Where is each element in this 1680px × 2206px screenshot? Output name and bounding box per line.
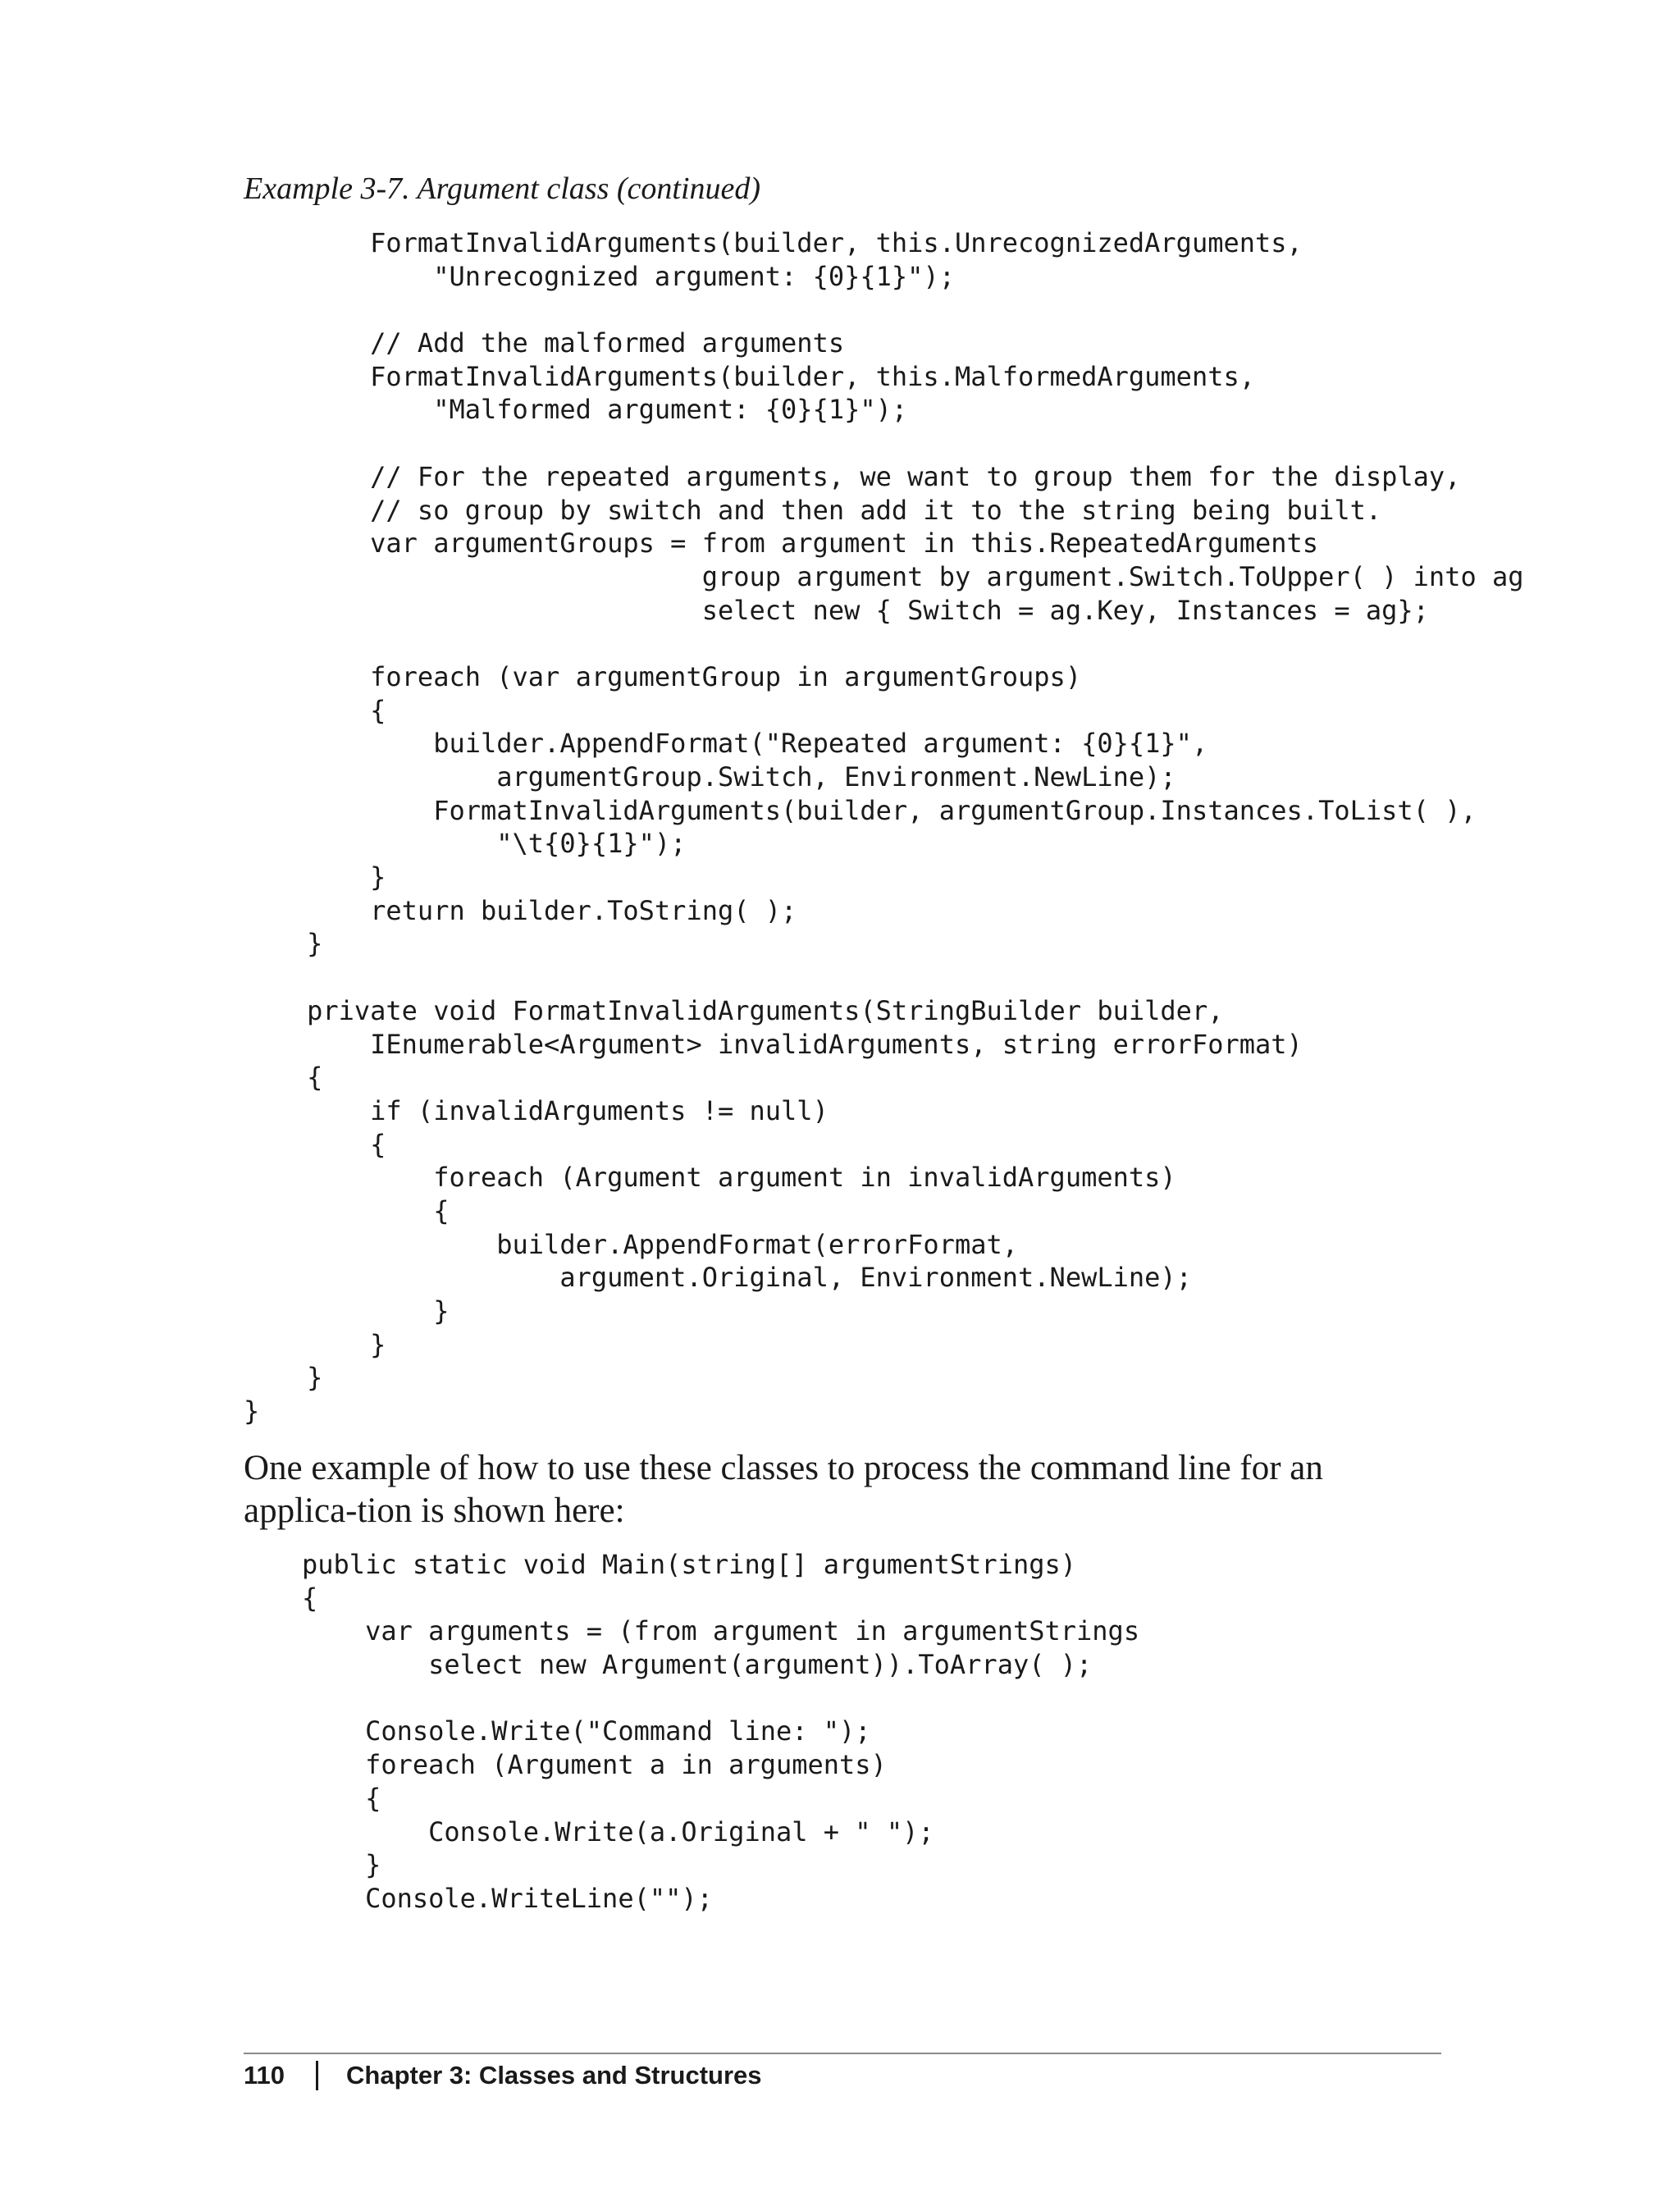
code-line: } (244, 861, 386, 893)
code-line: private void FormatInvalidArguments(StringBuilder builder, (244, 994, 1224, 1026)
code-line: } (302, 1849, 381, 1881)
code-line: { (244, 694, 386, 726)
code-line: foreach (Argument a in arguments) (302, 1749, 887, 1781)
code-line: // so group by switch and then add it to the string being built. (244, 494, 1382, 526)
code-line: if (invalidArguments != null) (244, 1094, 829, 1126)
code-line: builder.AppendFormat("Repeated argument: {0}{1}", (244, 728, 1208, 760)
code-line: // Add the malformed arguments (244, 327, 845, 359)
code-line: } (244, 928, 323, 960)
code-line: select new { Switch = ag.Key, Instances = ag}; (244, 594, 1429, 626)
code-line: { (302, 1582, 318, 1614)
code-line: argumentGroup.Switch, Environment.NewLine); (244, 761, 1176, 792)
code-line: Console.Write(a.Original + " "); (302, 1815, 934, 1847)
page-footer (244, 2058, 762, 2094)
code-line: } (244, 1328, 386, 1360)
code-line: return builder.ToString( ); (244, 894, 797, 926)
code-line: { (244, 1128, 386, 1160)
example-caption: Example 3-7. Argument class (continued) (244, 171, 761, 206)
code-line: } (244, 1362, 323, 1394)
code-line: argument.Original, Environment.NewLine); (244, 1262, 1192, 1294)
code-line: Console.WriteLine(""); (302, 1882, 713, 1914)
code-line: select new Argument(argument)).ToArray( ); (302, 1649, 1093, 1681)
code-line: public static void Main(string[] argumentStrings) (302, 1549, 1077, 1580)
code-line: builder.AppendFormat(errorFormat, (244, 1228, 1019, 1260)
footer-separator (316, 2061, 318, 2090)
code-line: "Malformed argument: {0}{1}"); (244, 394, 908, 426)
code-line: foreach (Argument argument in invalidArguments) (244, 1162, 1176, 1194)
code-block-main-method (302, 1548, 1139, 1916)
code-line: FormatInvalidArguments(builder, argumentGroup.Instances.ToList( ), (244, 794, 1477, 826)
code-line (244, 427, 1524, 460)
code-block-argument-class (244, 226, 1524, 1428)
code-line: group argument by argument.Switch.ToUpper( ) into ag (244, 560, 1524, 592)
code-line: } (244, 1295, 450, 1327)
body-paragraph: One example of how to use these classes to process the command line for an applica-tion is shown here: (244, 1449, 1323, 1530)
code-line: IEnumerable<Argument> invalidArguments, string errorFormat) (244, 1028, 1303, 1060)
code-line: { (244, 1194, 450, 1226)
code-line: var argumentGroups = from argument in this.RepeatedArguments (244, 528, 1319, 559)
code-line: "\t{0}{1}"); (244, 828, 687, 860)
code-line: { (302, 1782, 381, 1814)
code-line: var arguments = (from argument in argumentStrings (302, 1615, 1140, 1647)
chapter-title: Chapter 3: Classes and Structures (346, 2061, 762, 2090)
code-line: } (244, 1395, 260, 1427)
code-line: { (244, 1062, 323, 1094)
code-line: FormatInvalidArguments(builder, this.MalformedArguments, (244, 360, 1255, 392)
code-line: foreach (var argumentGroup in argumentGroups) (244, 660, 1082, 692)
page-number: 110 (244, 2061, 285, 2090)
footer-divider (244, 2053, 1441, 2054)
code-line (244, 627, 1524, 660)
code-line: Console.Write("Command line: "); (302, 1715, 871, 1747)
code-line (244, 293, 1524, 327)
code-line: // For the repeated arguments, we want to group them for the display, (244, 460, 1461, 492)
code-line (302, 1682, 1139, 1715)
code-line (244, 961, 1524, 994)
code-line: FormatInvalidArguments(builder, this.UnrecognizedArguments, (244, 227, 1303, 258)
code-line: "Unrecognized argument: {0}{1}"); (244, 260, 955, 292)
